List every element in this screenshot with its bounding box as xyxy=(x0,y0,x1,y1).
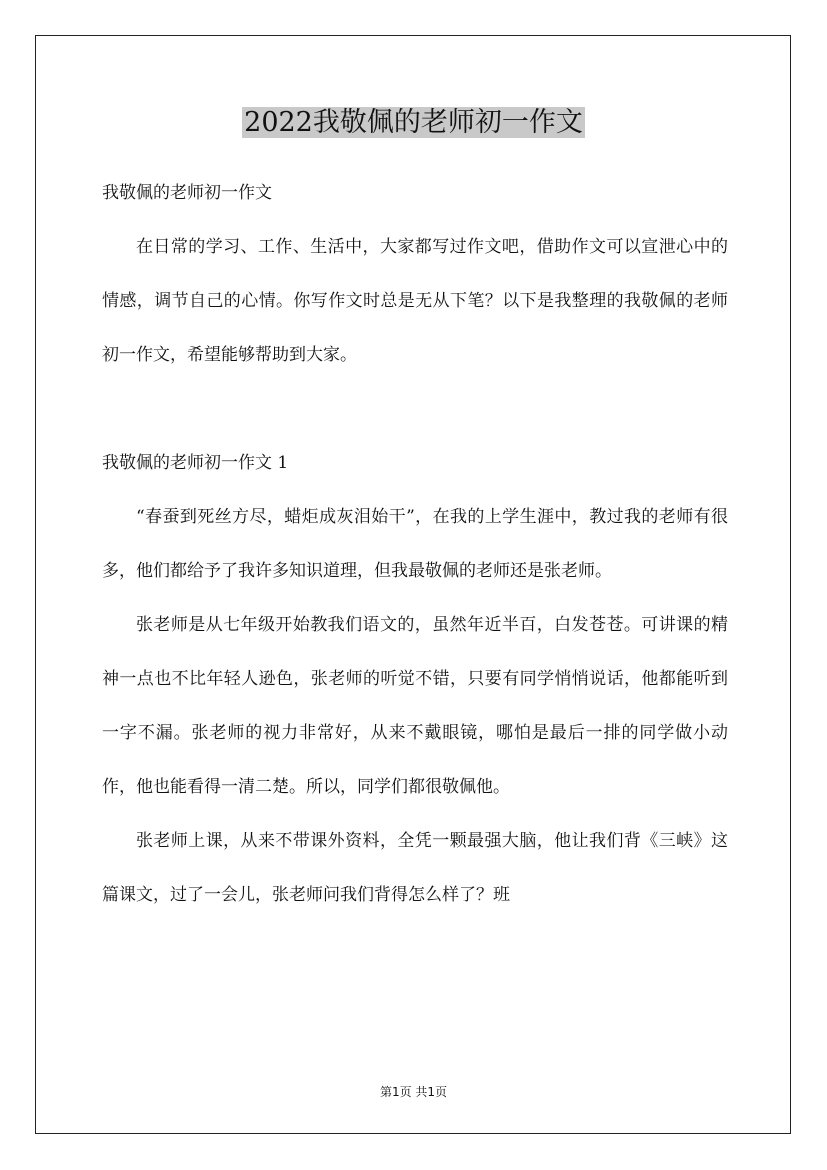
section-title: 我敬佩的老师初一作文 1 xyxy=(102,453,289,473)
intro-paragraph: 在日常的学习、工作、生活中，大家都写过作文吧，借助作文可以宣泄心中的情感，调节自己的心情。你写作文时总是无从下笔？以下是我整理的我敬佩的老师初一作文，希望能够帮助到大家。 xyxy=(102,237,728,365)
document-title xyxy=(0,96,827,150)
body-paragraph-2: 张老师是从七年级开始教我们语文的，虽然年近半百，白发苍苍。可讲课的精神一点也不比年轻人逊色，张老师的听觉不错，只要有同学悄悄说话，他都能听到一字不漏。张老师的视力非常好，从来不戴眼镜，哪怕是最后一排的同学做小动作，他也能看得一清二楚。所以，同学们都很敬佩他。 xyxy=(102,615,728,797)
page-footer: 第1页 共1页 xyxy=(379,1085,448,1099)
document-subtitle: 我敬佩的老师初一作文 xyxy=(102,183,272,203)
document-title-text: 2022我敬佩的老师初一作文 xyxy=(244,107,583,138)
body-paragraph-3: 张老师上课，从来不带课外资料，全凭一颗最强大脑，他让我们背《三峡》这篇课文，过了一会儿，张老师问我们背得怎么样了？班 xyxy=(102,831,728,905)
paragraph-spacer xyxy=(102,382,728,436)
body-paragraph-1: “春蚕到死丝方尽，蜡炬成灰泪始干”，在我的上学生涯中，教过我的老师有很多，他们都给予了我许多知识道理，但我最敬佩的老师还是张老师。 xyxy=(102,507,728,581)
document-body xyxy=(102,166,728,922)
